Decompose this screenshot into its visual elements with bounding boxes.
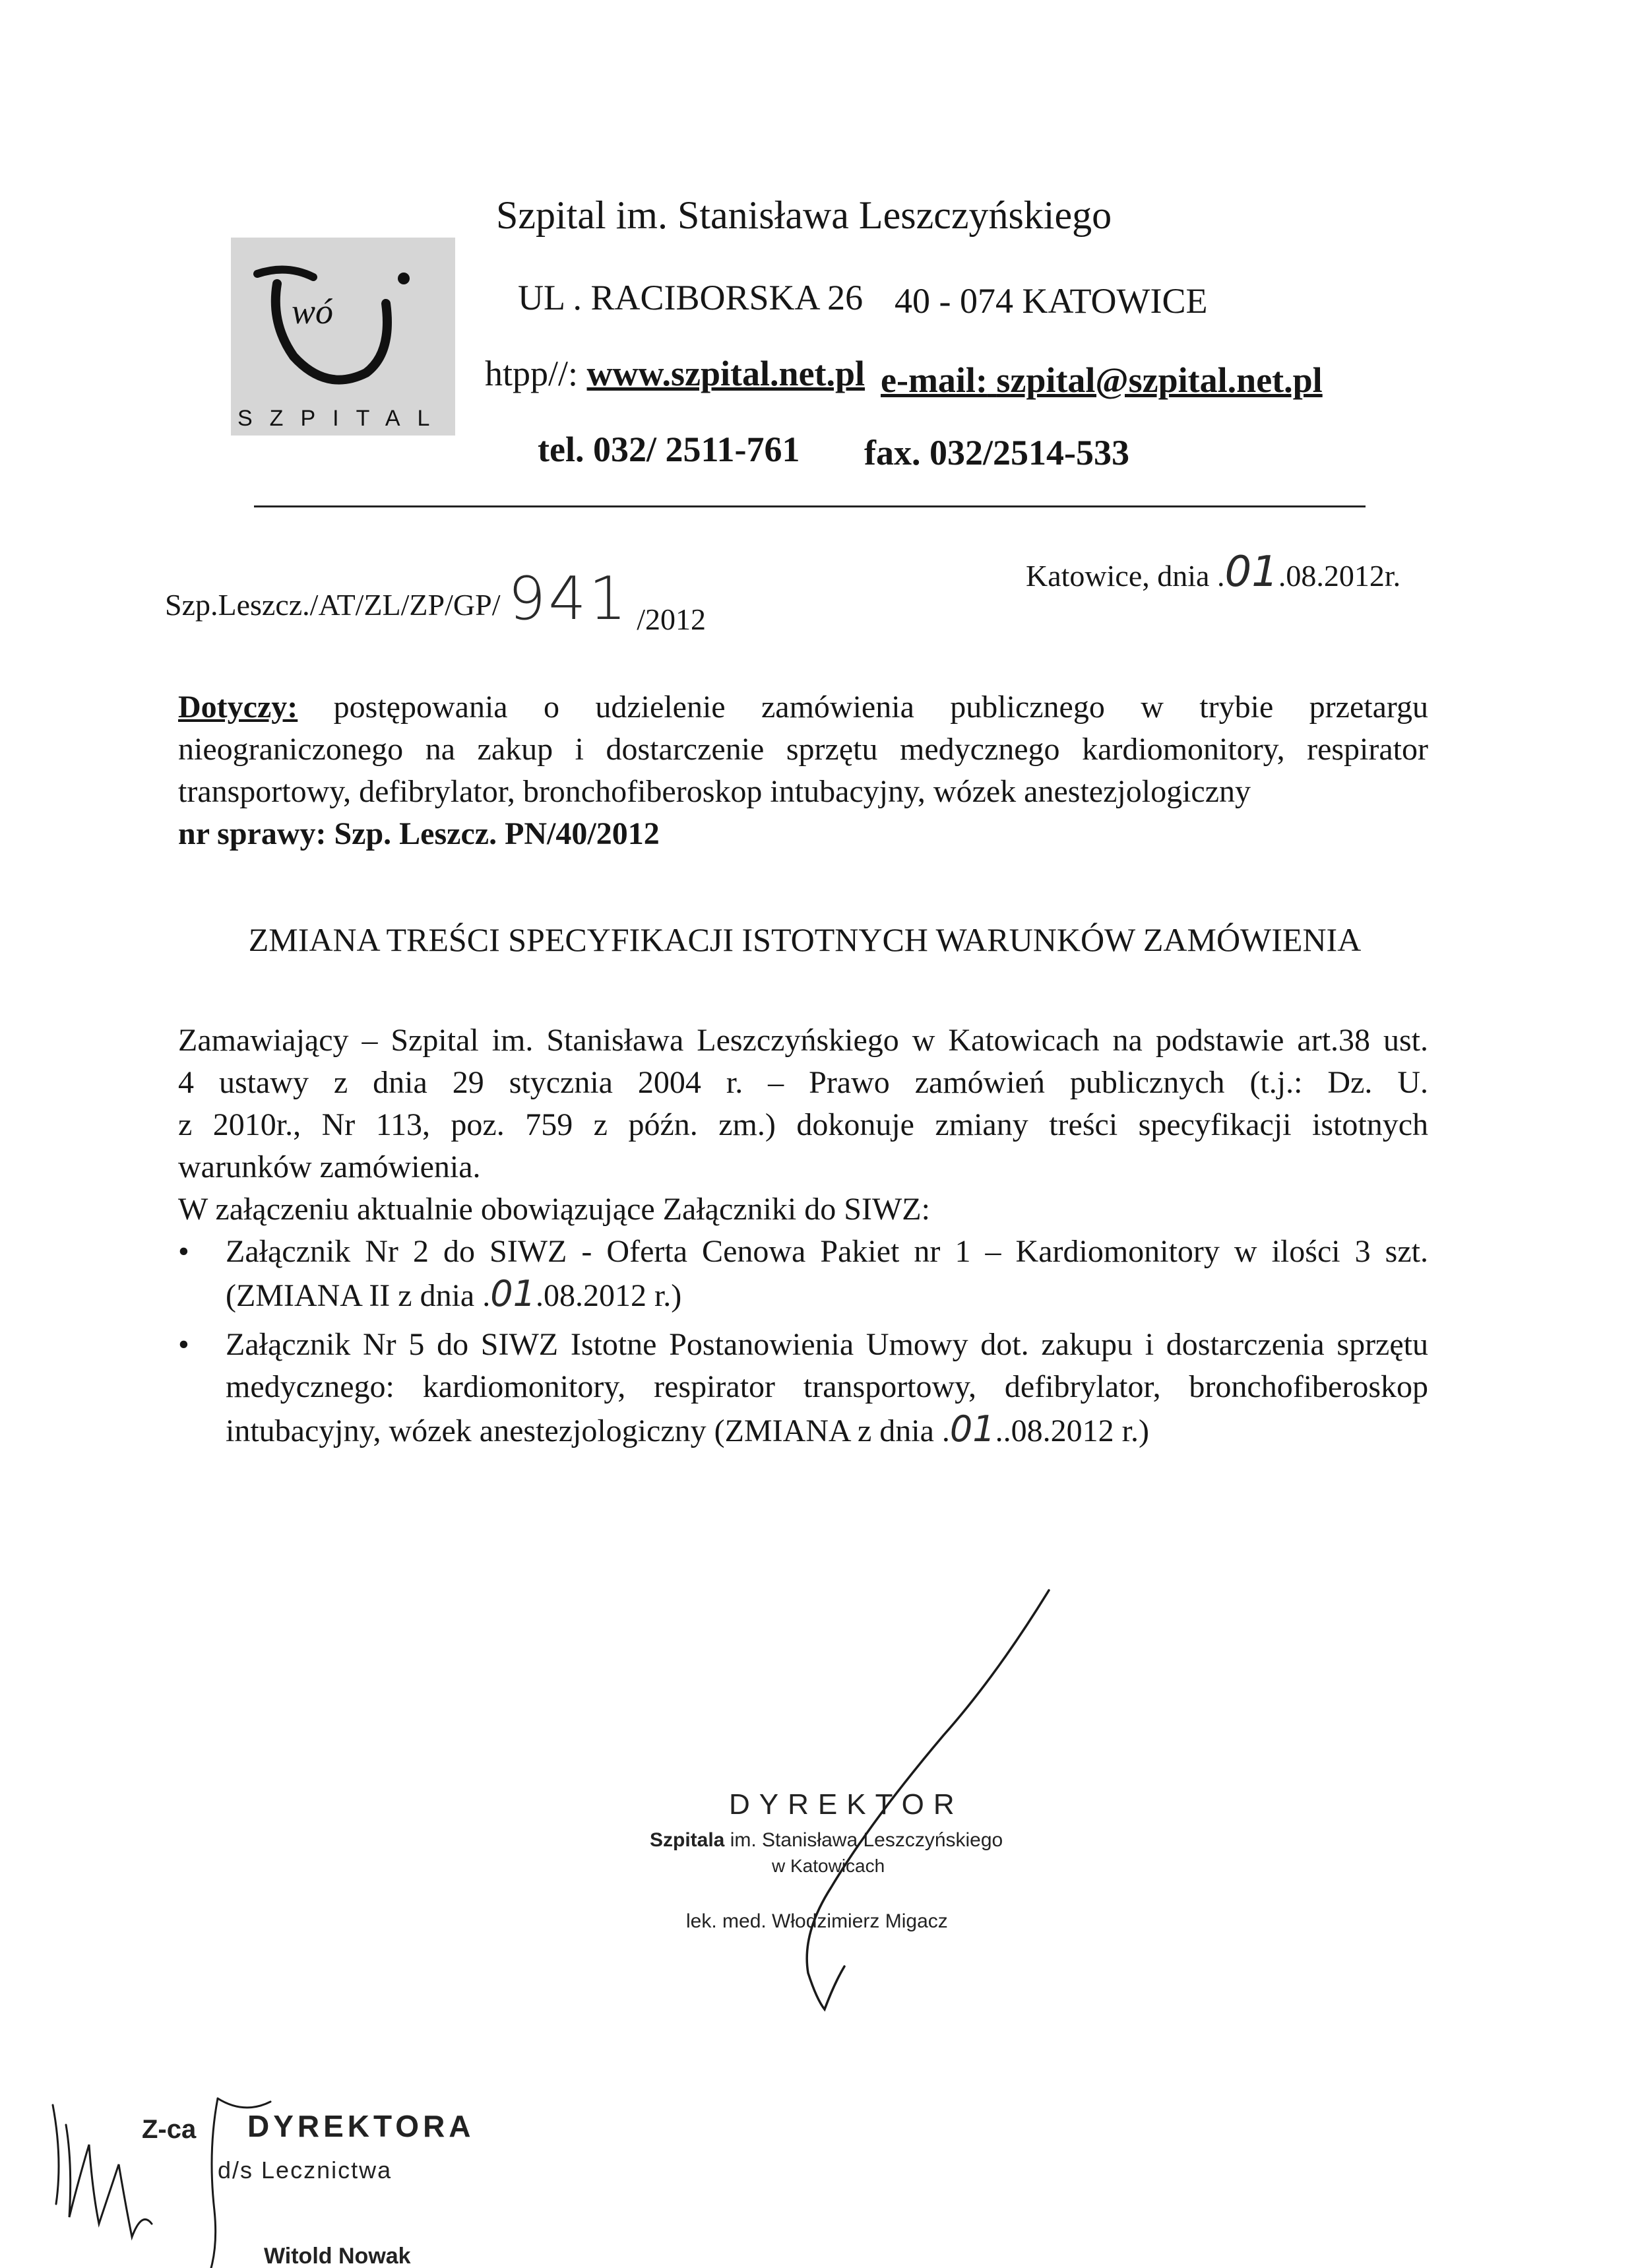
- director-stamp-org-rest: im. Stanisława Leszczyńskiego: [730, 1829, 1003, 1851]
- subject-line-1: [178, 686, 1428, 729]
- attachment-2-handwritten-day: 01: [949, 1408, 995, 1450]
- website-line: [485, 353, 865, 394]
- email-line: [881, 360, 1323, 401]
- director-stamp-name: lek. med. Włodzimierz Migacz: [686, 1910, 948, 1932]
- case-number: nr sprawy: Szp. Leszcz. PN/40/2012: [178, 816, 660, 851]
- attachment-1-line-1: Załącznik Nr 2 do SIWZ - Oferta Cenowa Pakiet nr 1 – Kardiomonitory w ilości 3 szt.: [226, 1234, 1428, 1269]
- hospital-name: Szpital im. Stanisława Leszczyńskiego: [496, 193, 1112, 237]
- email-link[interactable]: szpital@szpital.net.pl: [996, 360, 1323, 400]
- attachment-2-date-prefix: intubacyjny, wózek anestezjologiczny (ZMIANA z dnia .: [226, 1413, 950, 1448]
- header-divider: [254, 505, 1366, 507]
- website-prefix: htpp//:: [485, 354, 579, 393]
- reference-prefix: Szp.Leszcz./AT/ZL/ZP/GP/: [165, 588, 501, 622]
- date-line: [1026, 548, 1400, 597]
- attachment-1-line-2: [226, 1273, 1428, 1317]
- body-line-4: warunków zamówienia.: [178, 1150, 481, 1184]
- body-line-3: z 2010r., Nr 113, poz. 759 z późn. zm.) dokonuje zmiany treści specyfikacji istotnych: [178, 1107, 1428, 1142]
- postal-city: 40 - 074 KATOWICE: [895, 281, 1208, 321]
- attachment-item: [178, 1231, 1428, 1317]
- subject-label: Dotyczy:: [178, 690, 298, 725]
- attachment-2-line-3: [226, 1408, 1428, 1452]
- date-prefix: Katowice, dnia .: [1026, 559, 1225, 593]
- attachment-2-line-1: Załącznik Nr 5 do SIWZ Istotne Postanowienia Umowy dot. zakupu i dostarczenia sprzętu: [226, 1327, 1428, 1362]
- email-prefix: e-mail:: [881, 360, 988, 400]
- attachment-1-date-suffix: .08.2012 r.): [535, 1278, 682, 1313]
- subject-line-2: nieograniczonego na zakup i dostarczenie sprzętu medycznego kardiomonitory, respirator: [178, 732, 1428, 767]
- svg-text:wó: wó: [292, 292, 334, 331]
- attachment-2-date-suffix: ..08.2012 r.): [995, 1413, 1149, 1448]
- body-line-1: Zamawiający – Szpital im. Stanisława Leszczyńskiego w Katowicach na podstawie art.38 ust.: [178, 1023, 1428, 1058]
- deputy-stamp-name: Witold Nowak: [264, 2244, 411, 2268]
- director-stamp-org-prefix: Szpitala: [650, 1829, 725, 1851]
- attachments-intro: W załączeniu aktualnie obowiązujące Załączniki do SIWZ:: [178, 1192, 930, 1227]
- director-signature: [745, 1577, 1088, 2013]
- deputy-stamp-subtitle: d/s Lecznictwa: [218, 2156, 393, 2184]
- bullet-icon: •: [178, 1327, 189, 1362]
- fax: fax. 032/2514-533: [864, 433, 1129, 472]
- date-handwritten-day: 01: [1224, 548, 1278, 597]
- attachment-2-line-2: medycznego: kardiomonitory, respirator transportowy, defibrylator, bronchofiberoskop: [226, 1369, 1428, 1404]
- body-line-2: 4 ustawy z dnia 29 stycznia 2004 r. – Prawo zamówień publicznych (t.j.: Dz. U.: [178, 1065, 1428, 1100]
- director-stamp-title: DYREKTOR: [729, 1788, 964, 1821]
- bullet-icon: •: [178, 1234, 189, 1269]
- subject-line-3: transportowy, defibrylator, bronchofiberoskop intubacyjny, wózek anestezjologiczny: [178, 774, 1251, 809]
- reference-suffix: /2012: [637, 602, 707, 636]
- attachments-list: [178, 1231, 1428, 1452]
- reference-handwritten-number: 941: [507, 564, 629, 633]
- street-address: UL . RACIBORSKA 26: [518, 278, 864, 317]
- date-suffix: .08.2012r.: [1278, 559, 1401, 593]
- deputy-stamp-title: DYREKTORA: [247, 2109, 475, 2143]
- attachment-1-date-prefix: (ZMIANA II z dnia .: [226, 1278, 491, 1313]
- reference-number: [165, 564, 707, 636]
- attachment-item: [178, 1324, 1428, 1452]
- phone: tel. 032/ 2511-761: [538, 430, 800, 469]
- document-title: ZMIANA TREŚCI SPECYFIKACJI ISTOTNYCH WARUNKÓW ZAMÓWIENIA: [248, 921, 1362, 958]
- website-link[interactable]: www.szpital.net.pl: [586, 354, 865, 393]
- attachment-1-handwritten-day: 01: [490, 1273, 536, 1314]
- subject-text-1: postępowania o udzielenie zamówienia publicznego w trybie przetargu: [333, 690, 1429, 725]
- logo-caption: SZPITAL: [237, 406, 447, 431]
- body-block: [178, 1020, 1428, 1452]
- deputy-stamp-title-prefix: Z-ca: [142, 2115, 197, 2144]
- director-stamp-city: w Katowicach: [772, 1856, 885, 1876]
- deputy-signature: [26, 2052, 277, 2268]
- subject-block: [178, 686, 1428, 855]
